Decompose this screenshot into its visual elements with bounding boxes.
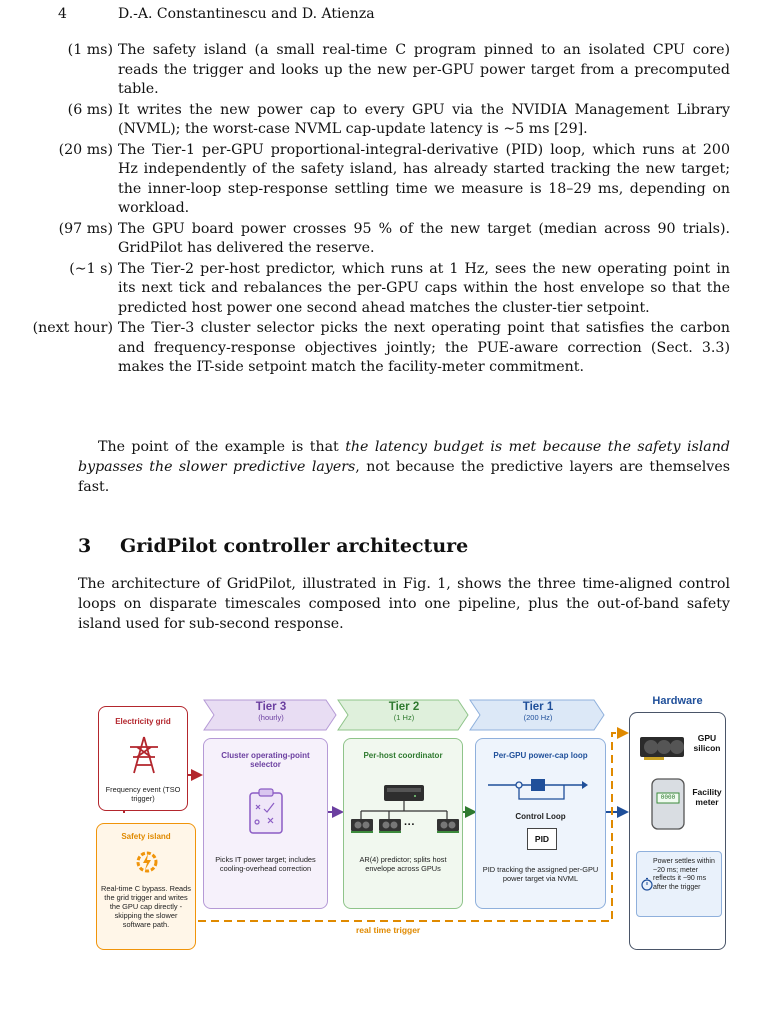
grid-description: Frequency event (TSO trigger) — [105, 785, 181, 803]
tier2-name: Tier 2 — [388, 701, 420, 713]
tier2-box-title: Per-host coordinator — [363, 751, 443, 760]
page-number: 4 — [58, 6, 67, 22]
gpu-card-icon — [437, 819, 459, 831]
tier3-description: Picks IT power target; includes cooling-overhead correction — [215, 855, 316, 873]
trigger-label: real time trigger — [356, 925, 421, 935]
safety-title: Safety island — [121, 832, 171, 841]
example-paragraph — [78, 437, 730, 497]
timeline-item — [0, 141, 779, 219]
tier2-header — [344, 701, 464, 722]
meter-display: 0000 — [660, 794, 676, 801]
control-loop-label: Control Loop — [515, 812, 566, 821]
checklist-icon — [248, 787, 284, 835]
safety-island-box — [96, 823, 196, 950]
tier1-box — [475, 738, 606, 909]
safety-description: Real-time C bypass. Reads the grid trigger and writes the GPU cap directly - skipping the slower software path. — [101, 884, 191, 929]
hardware-box — [629, 712, 726, 950]
section-number: 3 — [78, 535, 92, 557]
tier1-header — [477, 701, 599, 722]
tier1-rate: (200 Hz) — [523, 713, 553, 722]
timeline-list — [0, 41, 779, 379]
section-title: GridPilot controller architecture — [120, 535, 469, 557]
gpu-card-icon — [379, 819, 401, 831]
gpu-card-icon — [351, 819, 373, 831]
control-loop-diagram-icon — [486, 769, 596, 809]
transmission-tower-icon — [126, 735, 162, 775]
architecture-paragraph: The architecture of GridPilot, illustrated in Fig. 1, shows the three time-aligned control loops on disparate timescales composed into one pipeline, plus the out-of-band safety island used for sub-second response. — [78, 576, 730, 632]
tier3-rate: (hourly) — [258, 713, 284, 722]
tier3-name: Tier 3 — [255, 701, 287, 713]
running-authors: D.-A. Constantinescu and D. Atienza — [118, 6, 375, 22]
meter-label: Facility meter — [692, 787, 722, 807]
timeline-text: The GPU board power crosses 95 % of the new target (median across 90 trials). GridPilot has delivered the reserve. — [118, 220, 730, 256]
tier1-box-title: Per-GPU power-cap loop — [493, 751, 588, 760]
tier3-box — [203, 738, 328, 909]
settle-note-box — [636, 851, 722, 917]
tier2-description: AR(4) predictor; splits host envelope across GPUs — [359, 855, 447, 873]
timeline-text: It writes the new power cap to every GPU via the NVIDIA Management Library (NVML); the worst-case NVML cap-update latency is ∼5 ms [29]. — [118, 101, 730, 137]
gpu-label: GPU silicon — [693, 733, 721, 753]
stopwatch-icon — [640, 877, 654, 891]
timeline-item — [0, 319, 779, 378]
gear-bolt-icon — [133, 848, 161, 876]
timeline-label: (∼1 s) — [69, 260, 113, 277]
electricity-grid-box — [98, 706, 188, 811]
timeline-label: (1 ms) — [67, 42, 113, 58]
gpu-ellipsis: ··· — [404, 819, 415, 831]
grid-title: Electricity grid — [115, 717, 171, 726]
tier3-header — [211, 701, 331, 722]
timeline-text: The Tier-2 per-host predictor, which runs at 1 Hz, sees the new operating point in its next tick and rebalances the per-GPU caps within the host envelope so that the predicted host power one second ahead matches the cluster-tier setpoint. — [118, 260, 730, 316]
tier2-box — [343, 738, 463, 909]
timeline-text: The Tier-3 cluster selector picks the next operating point that satisfies the carbon and frequency-response objectives jointly; the PUE-aware correction (Sect. 3.3) makes the IT-side setpoint match the facility-meter commitment. — [118, 320, 730, 375]
timeline-item — [0, 260, 779, 319]
example-lead: The point of the example is that — [98, 439, 346, 455]
tier3-box-title: Cluster operating-point selector — [221, 751, 310, 769]
timeline-label: (20 ms) — [58, 141, 113, 158]
timeline-label: (next hour) — [32, 320, 113, 336]
pid-block: PID — [527, 828, 557, 850]
settle-note: Power settles within ~20 ms; meter reflects it ~90 ms after the trigger — [653, 858, 715, 891]
tier2-rate: (1 Hz) — [393, 713, 415, 722]
timeline-item — [0, 41, 779, 100]
timeline-text: The safety island (a small real-time C program pinned to an isolated CPU core) reads the trigger and looks up the new per-GPU power target from a precomputed table. — [118, 42, 730, 97]
example-emphasis: the latency budget is met because the safety island bypasses the slower predictive layers — [78, 439, 730, 475]
timeline-text: The Tier-1 per-GPU proportional-integral-derivative (PID) loop, which runs at 200 Hz independently of the safety island, has already started tracking the new target; the inner-loop step-response settling time we measure is 18–29 ms, depending on workload. — [118, 141, 730, 216]
tier1-description: PID tracking the assigned per-GPU power target via NVML — [482, 865, 599, 883]
timeline-label: (97 ms) — [58, 220, 113, 237]
tier1-name: Tier 1 — [522, 701, 554, 713]
timeline-item — [0, 220, 779, 259]
timeline-item — [0, 101, 779, 140]
gpu-card-icon — [638, 733, 686, 763]
example-tail: , not because the predictive layers are themselves fast. — [78, 459, 730, 495]
hardware-title: Hardware — [652, 695, 703, 707]
section-heading — [78, 535, 468, 557]
architecture-figure — [86, 695, 726, 955]
facility-meter-icon — [648, 777, 688, 833]
page-header — [58, 6, 375, 22]
timeline-label: (6 ms) — [67, 101, 113, 118]
